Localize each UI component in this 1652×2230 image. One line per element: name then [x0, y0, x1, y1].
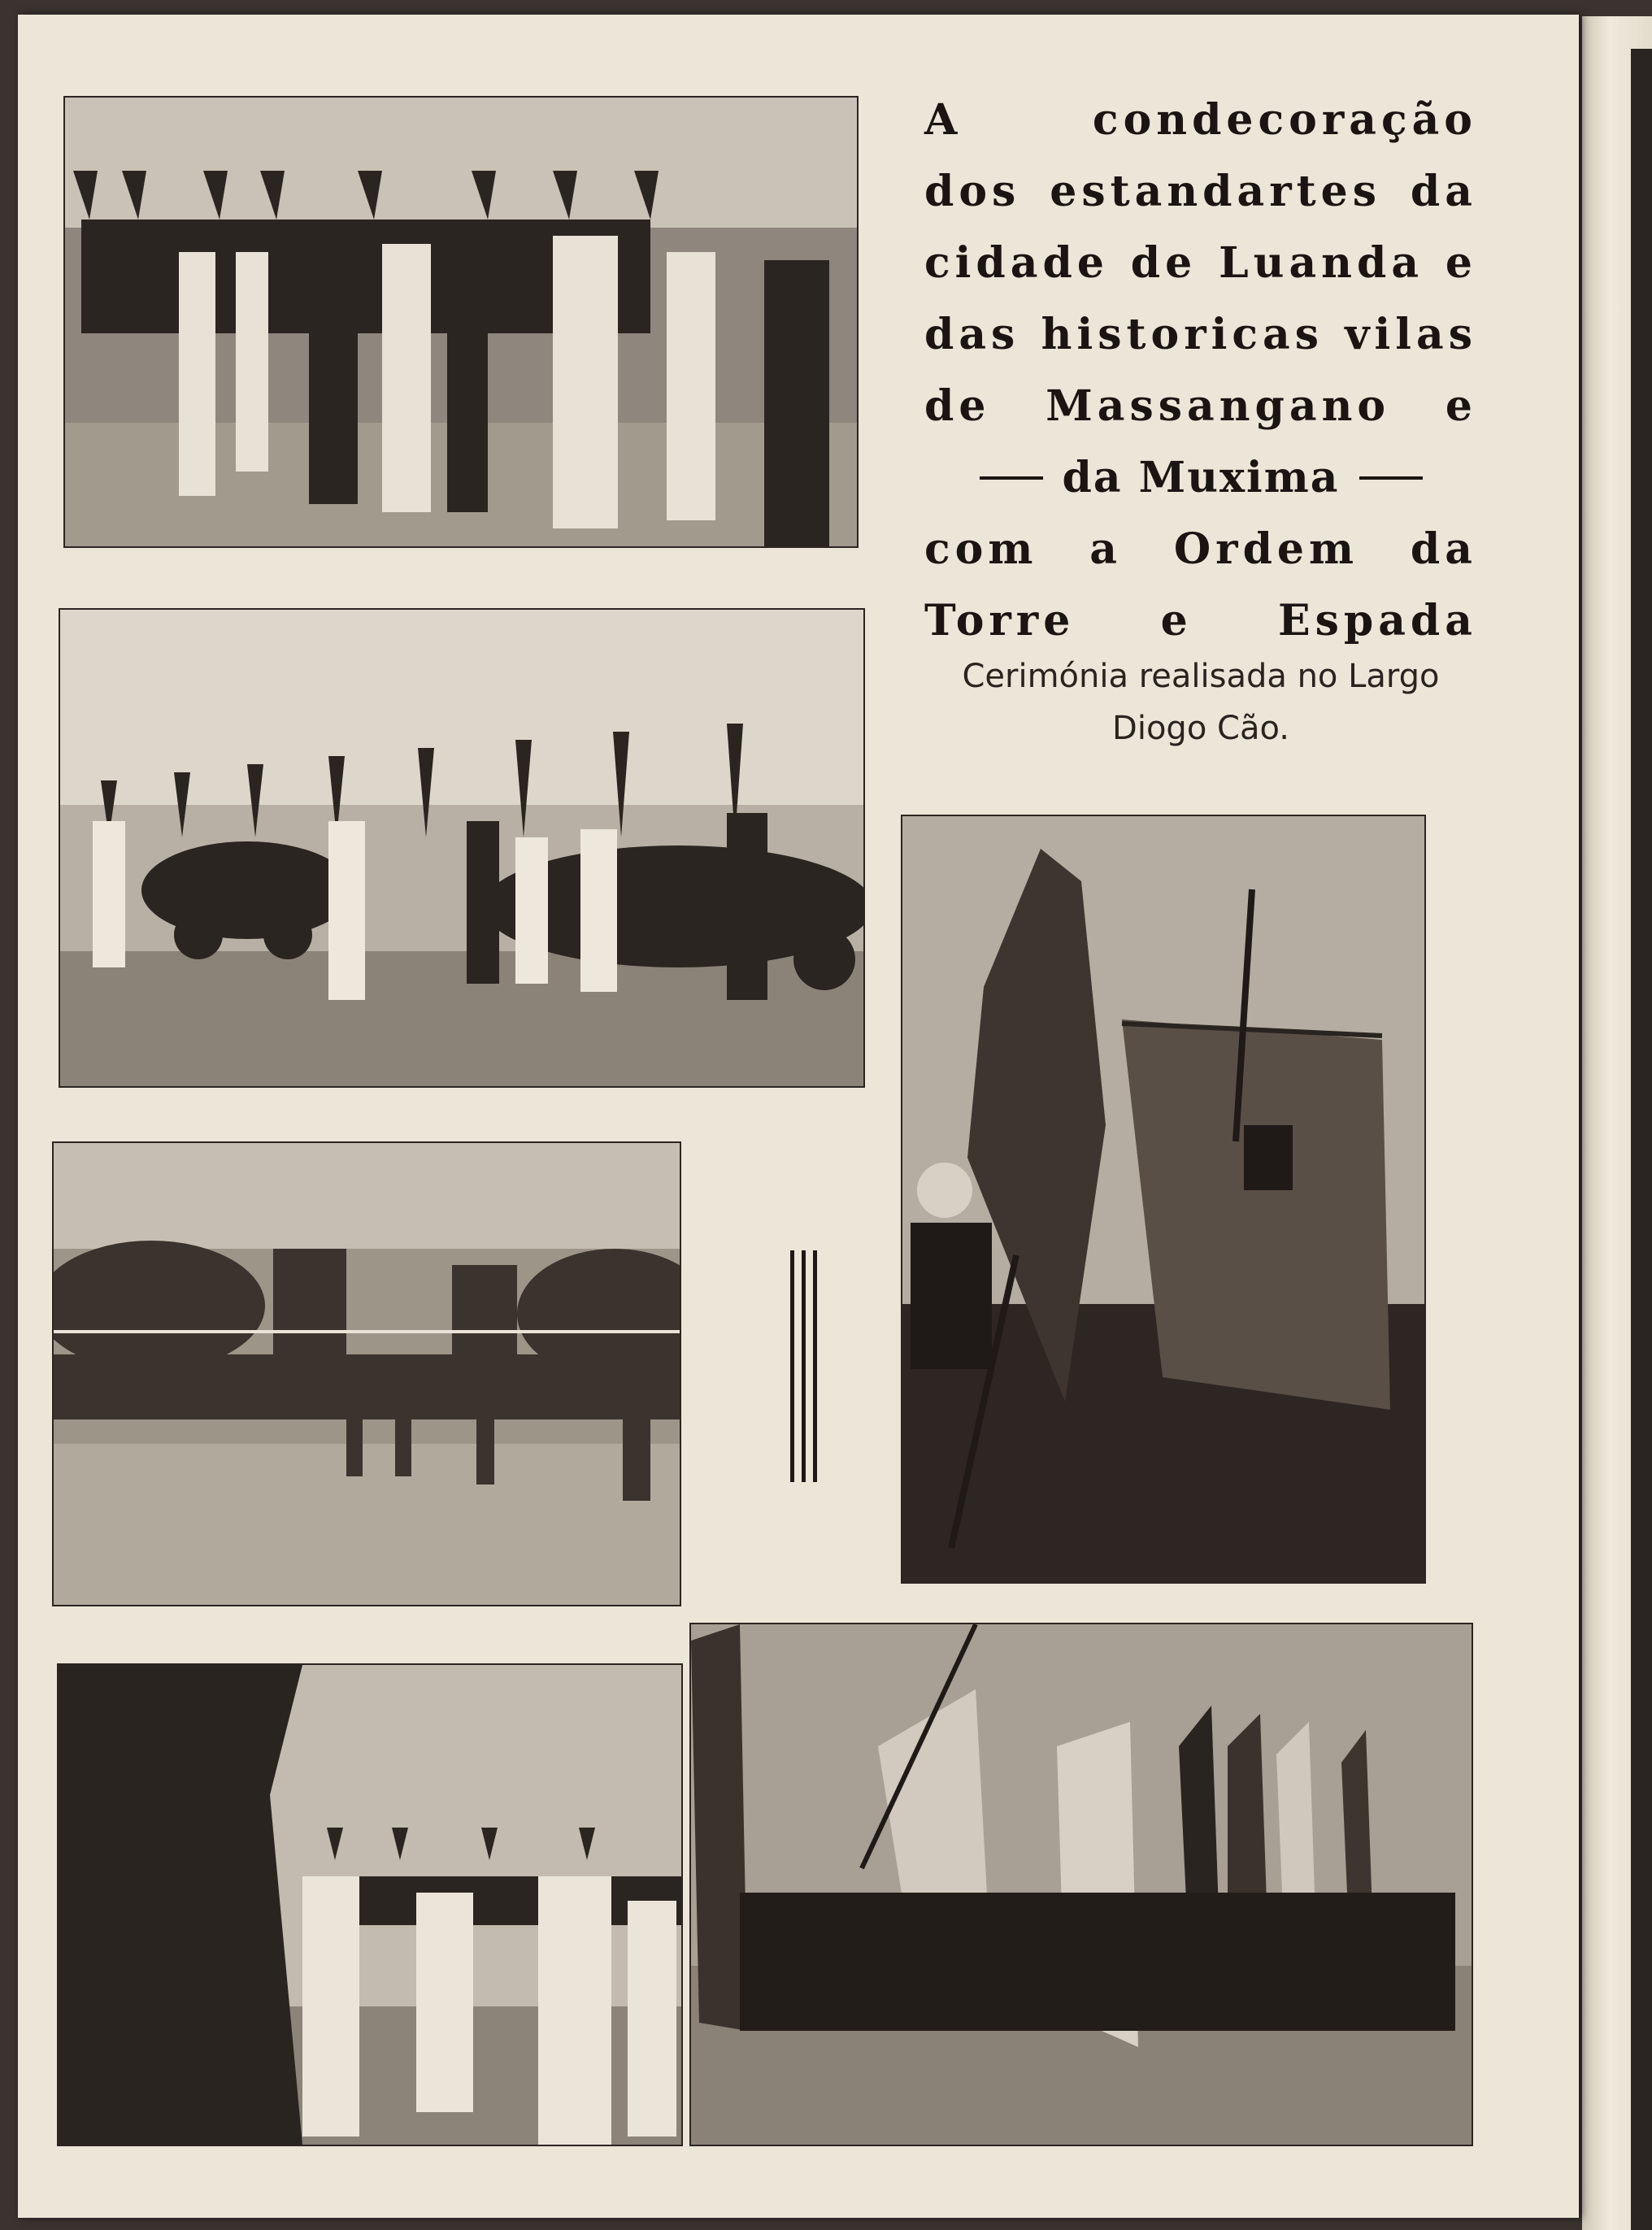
photo-troops-parade: [52, 1141, 681, 1606]
title-line-3: cidade de Luanda e: [924, 238, 1477, 288]
photo-officers-saluting: [63, 96, 859, 548]
title-dash-right: [1359, 476, 1423, 480]
vertical-rule-ornament: [790, 1250, 831, 1482]
article-caption: Cerimónia realisada no Largo Diogo Cão.: [962, 658, 1440, 747]
title-line-2: dos estandartes da: [924, 167, 1477, 216]
title-line-7: com a Ordem da: [924, 524, 1477, 574]
title-line-8: Torre e Espada: [924, 596, 1477, 646]
photo-flags-procession: [689, 1623, 1473, 2146]
magazine-page: [18, 15, 1579, 2218]
title-line-4: das historicas vilas: [924, 310, 1477, 359]
photo-cars-and-guests: [59, 608, 865, 1088]
article-title: [924, 85, 1477, 657]
title-line-5: de Massangano e: [924, 381, 1477, 431]
title-line-6: [924, 442, 1477, 514]
photo-officers-review: [57, 1663, 683, 2146]
photo-standards-bearers: [901, 815, 1426, 1584]
title-dash-left: [980, 476, 1043, 480]
adjacent-page-edge: [1631, 49, 1652, 2230]
title-line-1: A condecoração: [924, 95, 1477, 145]
title-line-6-text: da Muxima: [1062, 453, 1340, 502]
